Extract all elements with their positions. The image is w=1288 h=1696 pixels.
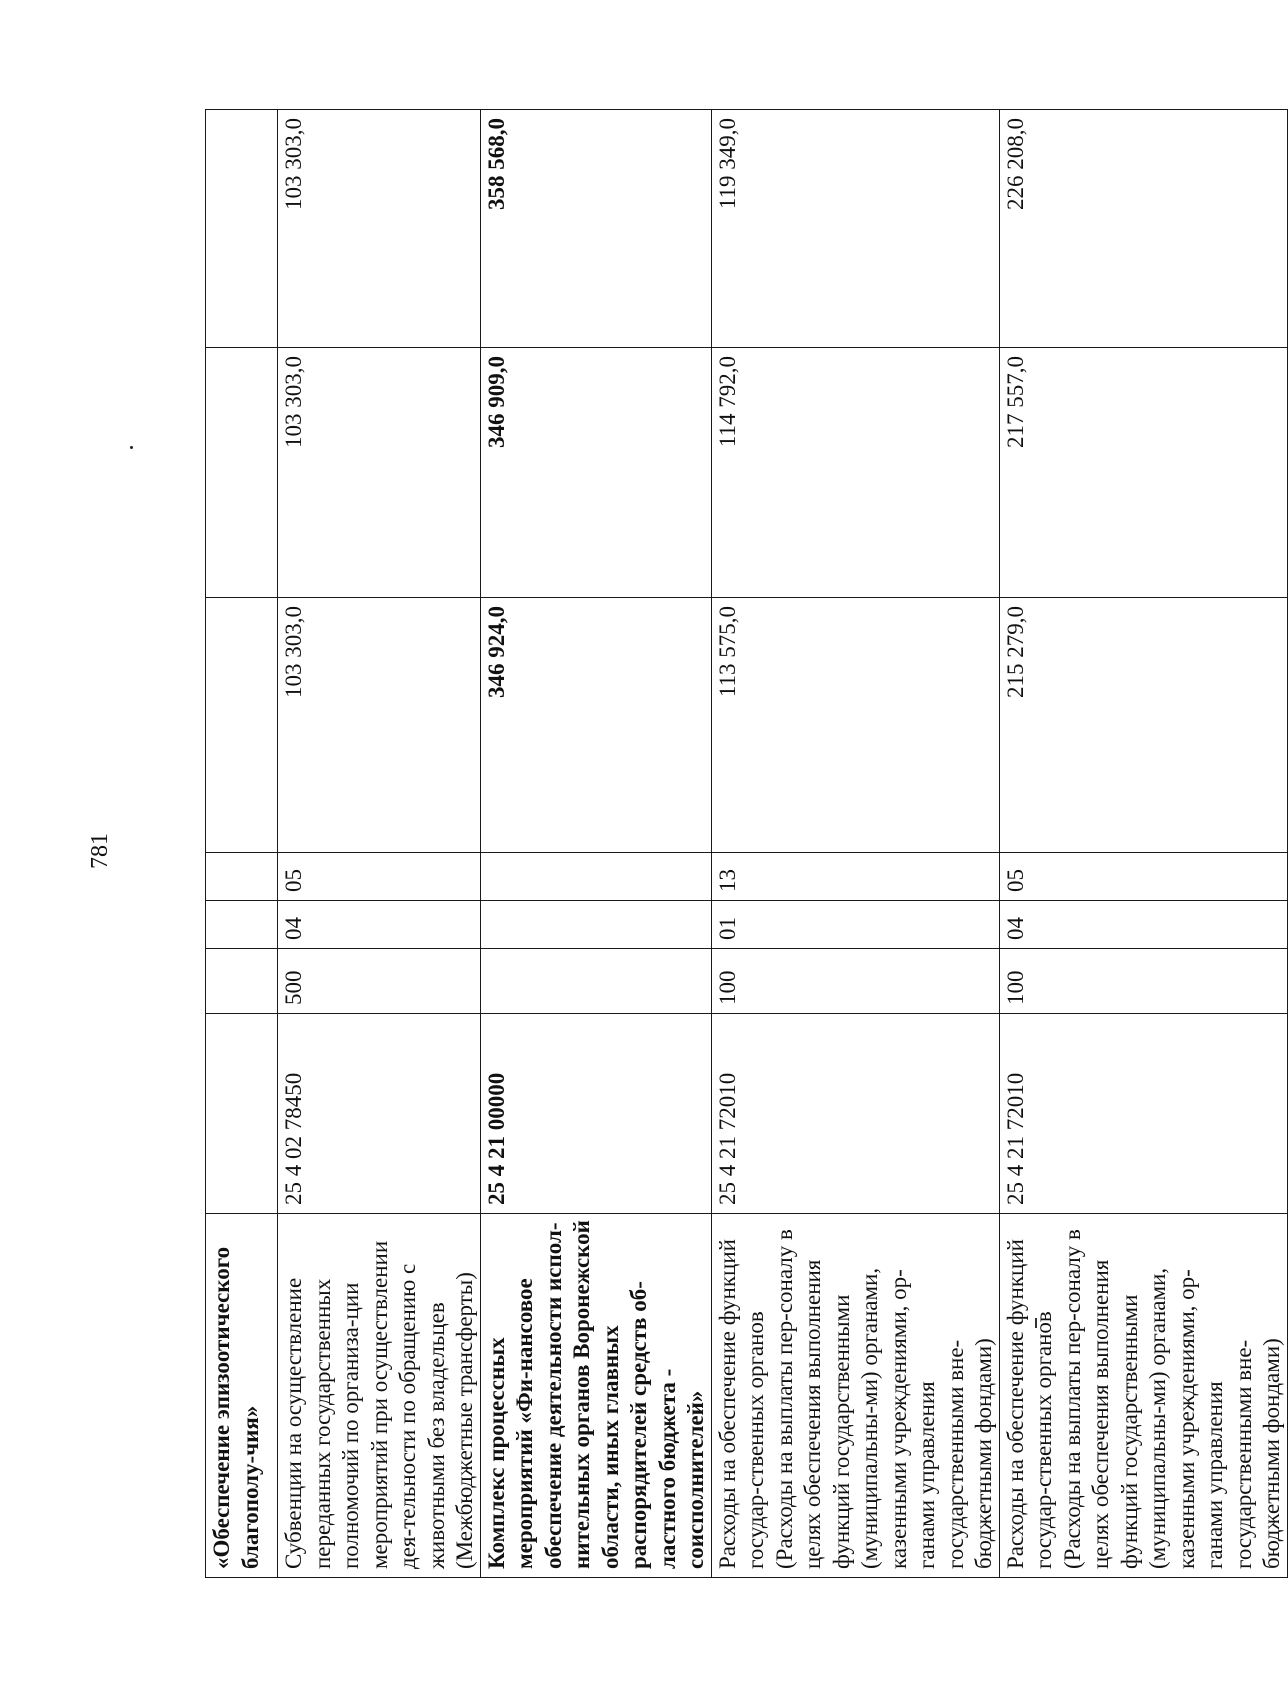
target-code: 25 4 02 78450 (278, 1014, 481, 1214)
expense-type: 100 (999, 949, 1287, 1014)
amount-year-2 (206, 348, 278, 598)
amount-year-1: 346 924,0 (480, 598, 711, 853)
rotated-table-container (205, 110, 1284, 1578)
page-number: 781 (87, 833, 113, 869)
budget-table (205, 109, 1288, 1578)
table-row (206, 110, 278, 1578)
section-code: 04 (278, 901, 481, 949)
target-code: 25 4 21 72010 (711, 1014, 999, 1214)
section-code: 01 (711, 901, 999, 949)
table-row (278, 110, 481, 1578)
amount-year-3: 226 208,0 (999, 110, 1287, 348)
amount-year-1 (206, 598, 278, 853)
amount-year-3 (206, 110, 278, 348)
table-row (480, 110, 711, 1578)
amount-year-2: 346 909,0 (480, 348, 711, 598)
section-code: 04 (999, 901, 1287, 949)
expense-type: 500 (278, 949, 481, 1014)
amount-year-3: 358 568,0 (480, 110, 711, 348)
table-row (999, 110, 1287, 1578)
amount-year-2: 103 303,0 (278, 348, 481, 598)
amount-year-1: 113 575,0 (711, 598, 999, 853)
section-code (206, 901, 278, 949)
scan-dot (130, 446, 133, 449)
amount-year-1: 103 303,0 (278, 598, 481, 853)
subsection-code: 13 (711, 853, 999, 901)
subsection-code: 05 (999, 853, 1287, 901)
subsection-code: 05 (278, 853, 481, 901)
row-name: Комплекс процессных мероприятий «Фи-нансовое обеспечение деятельности испол-нительных органов Воронежской области, иных главных распорядителей средств об-ластного бюджета - соисполнителей» (480, 1214, 711, 1578)
amount-year-2: 114 792,0 (711, 348, 999, 598)
subsection-code (206, 853, 278, 901)
target-code: 25 4 21 00000 (480, 1014, 711, 1214)
row-name: Расходы на обеспечение функций государ-ственных органов (Расходы на выплаты пер-соналу в целях обеспечения выполнения функций государственными (муниципальны-ми) органами, казенными учреждениями, ор-ганами управления государственными вне-бюджетными фондами) (999, 1214, 1287, 1578)
subsection-code (480, 853, 711, 901)
row-name: «Обеспечение эпизоотического благополу-чия» (206, 1214, 278, 1578)
amount-year-1: 215 279,0 (999, 598, 1287, 853)
amount-year-3: 103 303,0 (278, 110, 481, 348)
expense-type (206, 949, 278, 1014)
table-row (711, 110, 999, 1578)
row-name: Расходы на обеспечение функций государ-ственных органов (Расходы на выплаты пер-соналу в целях обеспечения выполнения функций государственными (муниципальны-ми) органами, казенными учреждениями, ор-ганами управления государственными вне-бюджетными фондами) (711, 1214, 999, 1578)
section-code (480, 901, 711, 949)
expense-type (480, 949, 711, 1014)
target-code: 25 4 21 72010 (999, 1014, 1287, 1214)
expense-type: 100 (711, 949, 999, 1014)
amount-year-2: 217 557,0 (999, 348, 1287, 598)
amount-year-3: 119 349,0 (711, 110, 999, 348)
target-code (206, 1014, 278, 1214)
row-name: Субвенции на осуществление переданных государственных полномочий по организа-ции мероприятий при осуществлении дея-тельности по обращению с животными без владельцев (Межбюджетные трансферты) (278, 1214, 481, 1578)
